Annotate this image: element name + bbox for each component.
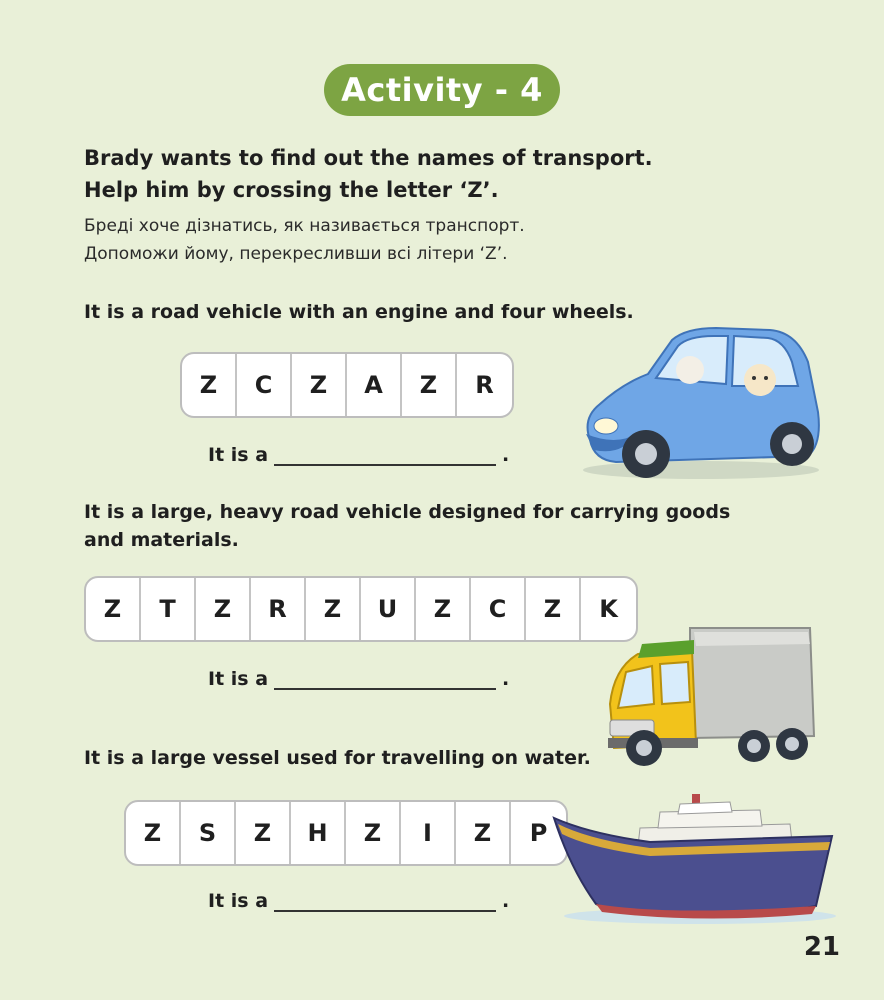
instruction-line: Допоможи йому, перекресливши всі літери ‘Z’. xyxy=(84,244,508,264)
question-1-prompt: It is a road vehicle with an engine and four wheels. xyxy=(84,301,634,323)
letter-cell[interactable]: Z xyxy=(292,354,347,416)
instructions-ukrainian xyxy=(84,212,525,268)
letter-cell[interactable]: Z xyxy=(346,802,401,864)
letter-cell[interactable]: Z xyxy=(182,354,237,416)
instructions-english xyxy=(84,142,653,206)
letter-cell[interactable]: Z xyxy=(86,578,141,640)
letter-row-3 xyxy=(124,800,568,866)
letter-cell[interactable]: H xyxy=(291,802,346,864)
letter-cell[interactable]: R xyxy=(251,578,306,640)
letter-cell[interactable]: R xyxy=(475,371,494,399)
answer-blank[interactable] xyxy=(274,890,496,912)
letter-cell[interactable]: S xyxy=(181,802,236,864)
letter-cell[interactable]: A xyxy=(347,354,402,416)
letter-cell[interactable]: Z xyxy=(126,802,181,864)
answer-line-2: It is a . xyxy=(208,668,510,690)
activity-title-badge xyxy=(324,64,560,116)
letter-cell[interactable]: C xyxy=(237,354,292,416)
letter-cell[interactable]: Z xyxy=(456,802,511,864)
letter-row-2 xyxy=(84,576,638,642)
letter-cell[interactable]: Z xyxy=(306,578,361,640)
truck-image xyxy=(604,624,820,770)
instruction-line: Help him by crossing the letter ‘Z’. xyxy=(84,178,499,202)
letter-cell[interactable]: I xyxy=(401,802,456,864)
letter-cell[interactable]: P xyxy=(529,819,548,847)
ship-image xyxy=(550,788,840,926)
question-2-prompt: It is a large, heavy road vehicle designed for carrying goods and materials. xyxy=(84,501,731,551)
letter-row-1 xyxy=(180,352,514,418)
letter-cell[interactable]: Z xyxy=(236,802,291,864)
activity-title: Activity - 4 xyxy=(341,71,543,109)
letter-cell[interactable]: Z xyxy=(526,578,581,640)
letter-cell[interactable]: Z xyxy=(196,578,251,640)
letter-cell[interactable]: T xyxy=(141,578,196,640)
answer-blank[interactable] xyxy=(274,668,496,690)
letter-cell[interactable]: K xyxy=(599,595,618,623)
letter-cell[interactable]: U xyxy=(361,578,416,640)
car-image xyxy=(576,322,822,482)
letter-cell[interactable]: Z xyxy=(416,578,471,640)
answer-line-3: It is a . xyxy=(208,890,510,912)
letter-cell[interactable]: C xyxy=(471,578,526,640)
answer-line-1: It is a . xyxy=(208,444,510,466)
page-number: 21 xyxy=(803,932,840,962)
instruction-line: Brady wants to find out the names of transport. xyxy=(84,146,653,170)
instruction-line: Бреді хоче дізнатись, як називається транспорт. xyxy=(84,216,525,236)
answer-blank[interactable] xyxy=(274,444,496,466)
question-3-prompt: It is a large vessel used for travelling on water. xyxy=(84,747,591,769)
letter-cell[interactable]: Z xyxy=(402,354,457,416)
